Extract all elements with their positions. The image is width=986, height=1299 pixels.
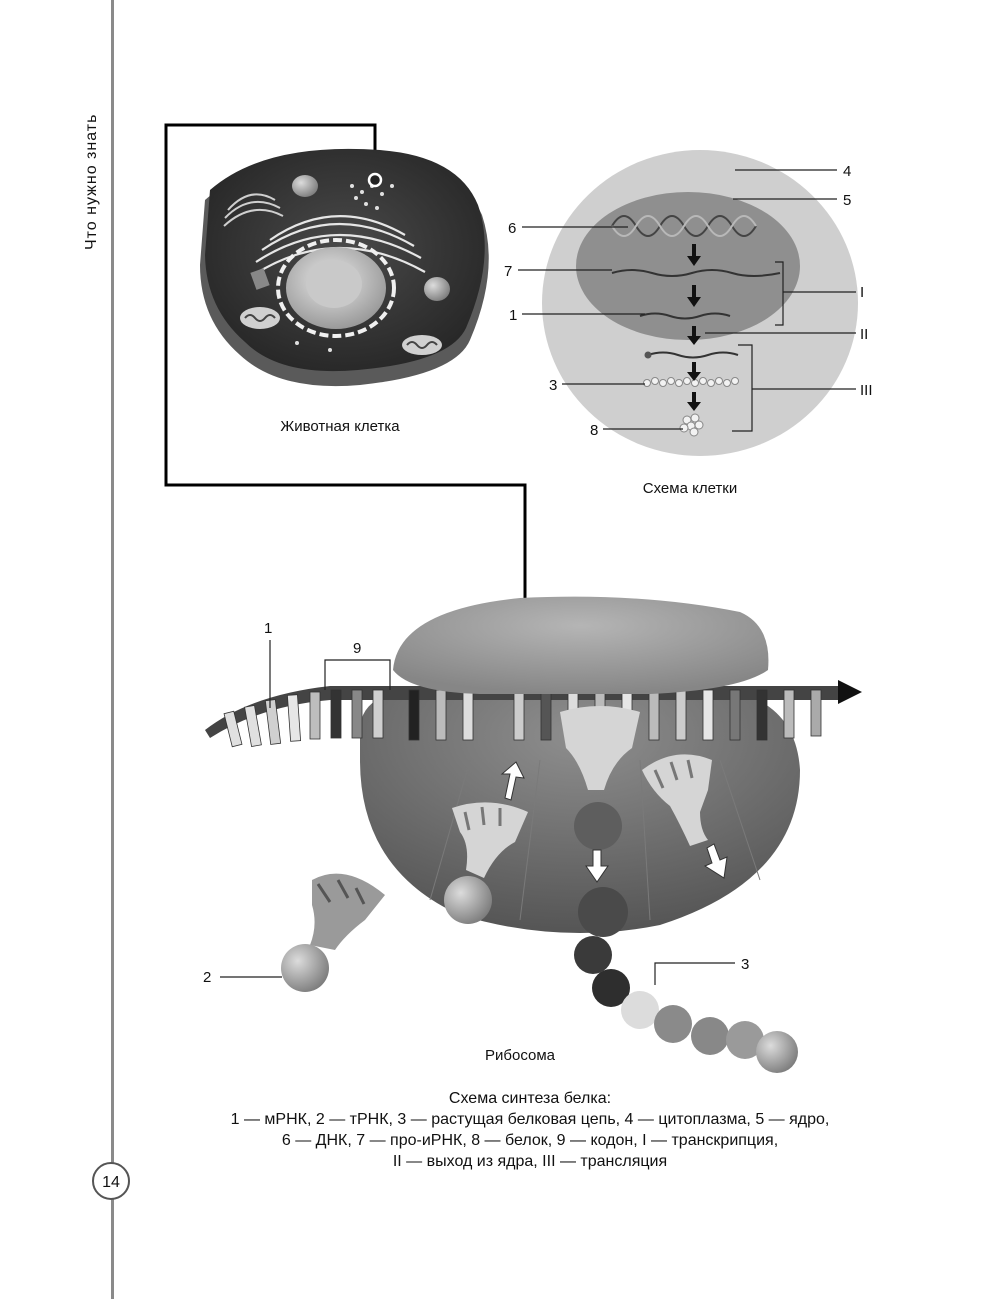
- cell-scheme-caption: Схема клетки: [642, 480, 738, 497]
- label-1: 1: [509, 307, 518, 324]
- growing-protein-chain: [574, 936, 798, 1073]
- animal-cell-illustration: [200, 149, 489, 386]
- ribosome-label-3: 3: [741, 956, 750, 973]
- label-stage-iii: III: [860, 382, 873, 399]
- page-number: 14: [92, 1162, 130, 1200]
- legend-title: Схема синтеза белка:: [448, 1090, 612, 1107]
- section-title: Что нужно знать: [83, 113, 100, 250]
- label-stage-i: I: [860, 284, 865, 301]
- mrna-codon-bases: [224, 690, 821, 747]
- focus-marker: [369, 174, 381, 186]
- free-trna: [281, 874, 385, 992]
- label-7: 7: [504, 263, 513, 280]
- label-3: 3: [549, 377, 558, 394]
- ribosome-small-subunit: [393, 597, 768, 694]
- figure-legend: [150, 1088, 910, 1172]
- amino-acid-exit: [578, 887, 628, 937]
- ribosome-label-1: 1: [264, 620, 273, 637]
- ribosome-caption: Рибосома: [485, 1047, 555, 1064]
- legend-line-2: 6 — ДНК, 7 — про-иРНК, 8 — белок, 9 — кодон, I — транскрипция,: [281, 1132, 779, 1149]
- mitochondrion-left: [240, 307, 280, 329]
- label-6: 6: [508, 220, 517, 237]
- nucleolus: [306, 260, 362, 308]
- legend-line-1: 1 — мРНК, 2 — тРНК, 3 — растущая белковая цепь, 4 — цитоплазма, 5 — ядро,: [230, 1111, 830, 1128]
- label-8: 8: [590, 422, 599, 439]
- label-5: 5: [843, 192, 852, 209]
- animal-cell-caption: Животная клетка: [280, 418, 400, 435]
- ribosome-label-9: 9: [353, 640, 362, 657]
- mrna-direction-arrow: [838, 680, 862, 704]
- label-stage-ii: II: [860, 326, 869, 343]
- ribosome-illustration: [203, 597, 862, 1073]
- cell-scheme-diagram: [504, 150, 873, 456]
- mitochondrion-right: [402, 335, 442, 355]
- vacuole-right: [424, 277, 450, 301]
- legend-line-3: II — выход из ядра, III — трансляция: [392, 1153, 668, 1170]
- label-4: 4: [843, 163, 852, 180]
- ribosome-label-2: 2: [203, 969, 212, 986]
- vacuole-upper: [292, 175, 318, 197]
